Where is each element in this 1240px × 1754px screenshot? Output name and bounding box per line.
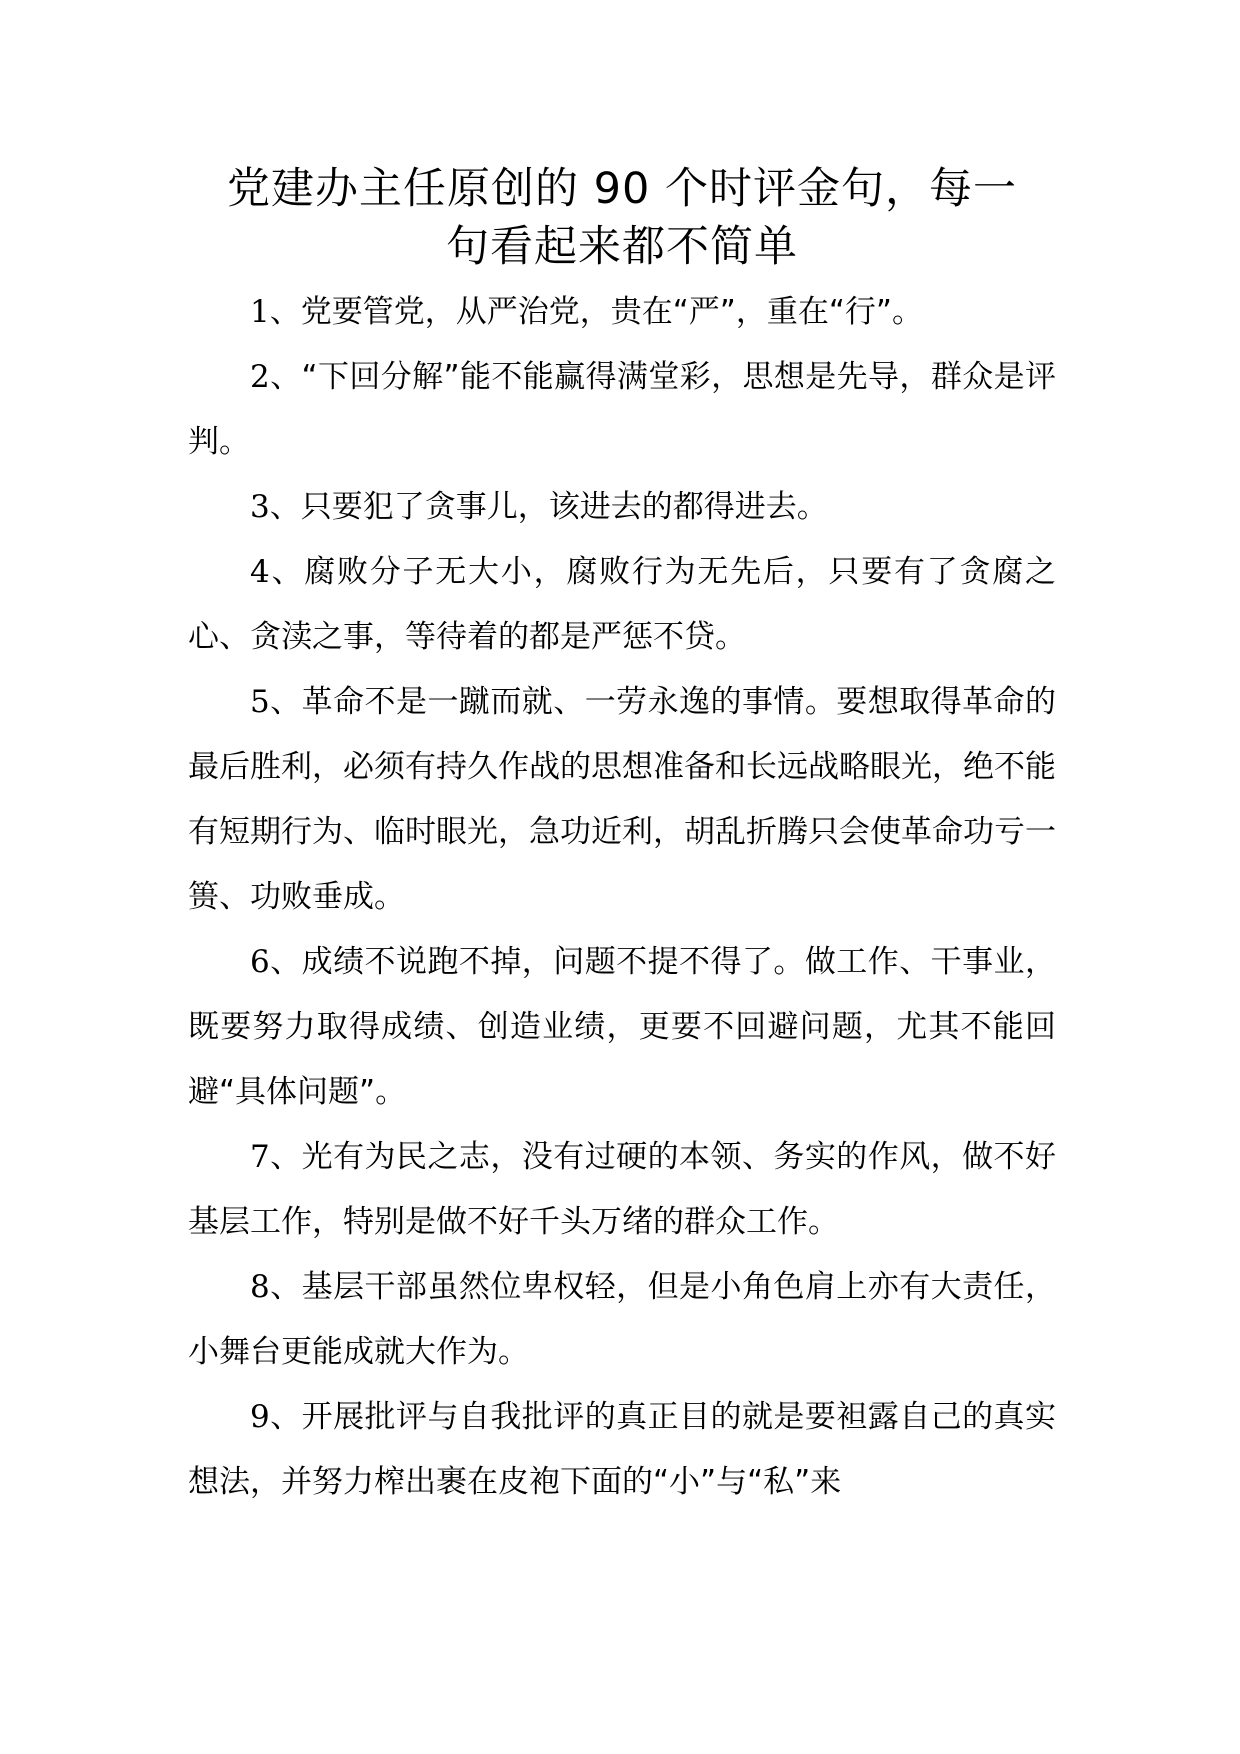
- paragraph-number: 3: [250, 489, 270, 525]
- title-line-1: 党建办主任原创的 90 个时评金句，每一: [226, 164, 1018, 214]
- paragraph-number: 6: [250, 944, 270, 980]
- paragraph-number: 9: [250, 1399, 270, 1435]
- paragraph-number: 8: [250, 1269, 270, 1305]
- document-title: [188, 160, 1056, 276]
- paragraph-text: 、党要管党，从严治党，贵在“严”，重在“行”。: [269, 294, 923, 330]
- document-page: [188, 160, 1056, 1515]
- title-line-2: 句看起来都不简单: [446, 222, 798, 272]
- paragraph-8: [188, 1255, 1056, 1385]
- paragraph-3: [188, 475, 1056, 540]
- paragraph-text: 、“下回分解”能不能赢得满堂彩，思想是先导，群众是评判。: [188, 359, 1056, 460]
- paragraph-text: 、成绩不说跑不掉，问题不提不得了。做工作、干事业，既要努力取得成绩、创造业绩，更要不回避问题，尤其不能回避“具体问题”。: [188, 944, 1056, 1110]
- paragraph-text: 、只要犯了贪事儿，该进去的都得进去。: [269, 489, 828, 525]
- paragraph-1: [188, 280, 1056, 345]
- paragraph-6: [188, 930, 1056, 1125]
- paragraph-9: [188, 1385, 1056, 1515]
- paragraph-number: 2: [250, 359, 270, 395]
- paragraph-text: 、革命不是一蹴而就、一劳永逸的事情。要想取得革命的最后胜利，必须有持久作战的思想准备和长远战略眼光，绝不能有短期行为、临时眼光，急功近利，胡乱折腾只会使革命功亏一篑、功败垂成。: [188, 684, 1056, 915]
- paragraph-text: 、光有为民之志，没有过硬的本领、务实的作风，做不好基层工作，特别是做不好千头万绪的群众工作。: [188, 1139, 1056, 1240]
- paragraph-number: 7: [250, 1139, 270, 1175]
- paragraph-text: 、腐败分子无大小，腐败行为无先后，只要有了贪腐之心、贪渎之事，等待着的都是严惩不贷。: [188, 554, 1056, 655]
- paragraph-number: 1: [250, 294, 270, 330]
- paragraph-7: [188, 1125, 1056, 1255]
- paragraph-text: 、开展批评与自我批评的真正目的就是要袒露自己的真实想法，并努力榨出裹在皮袍下面的“小”与“私”来: [188, 1399, 1056, 1500]
- paragraph-5: [188, 670, 1056, 930]
- paragraph-number: 4: [250, 554, 270, 590]
- paragraph-number: 5: [250, 684, 270, 720]
- paragraph-4: [188, 540, 1056, 670]
- paragraph-2: [188, 345, 1056, 475]
- paragraph-text: 、基层干部虽然位卑权轻，但是小角色肩上亦有大责任，小舞台更能成就大作为。: [188, 1269, 1056, 1370]
